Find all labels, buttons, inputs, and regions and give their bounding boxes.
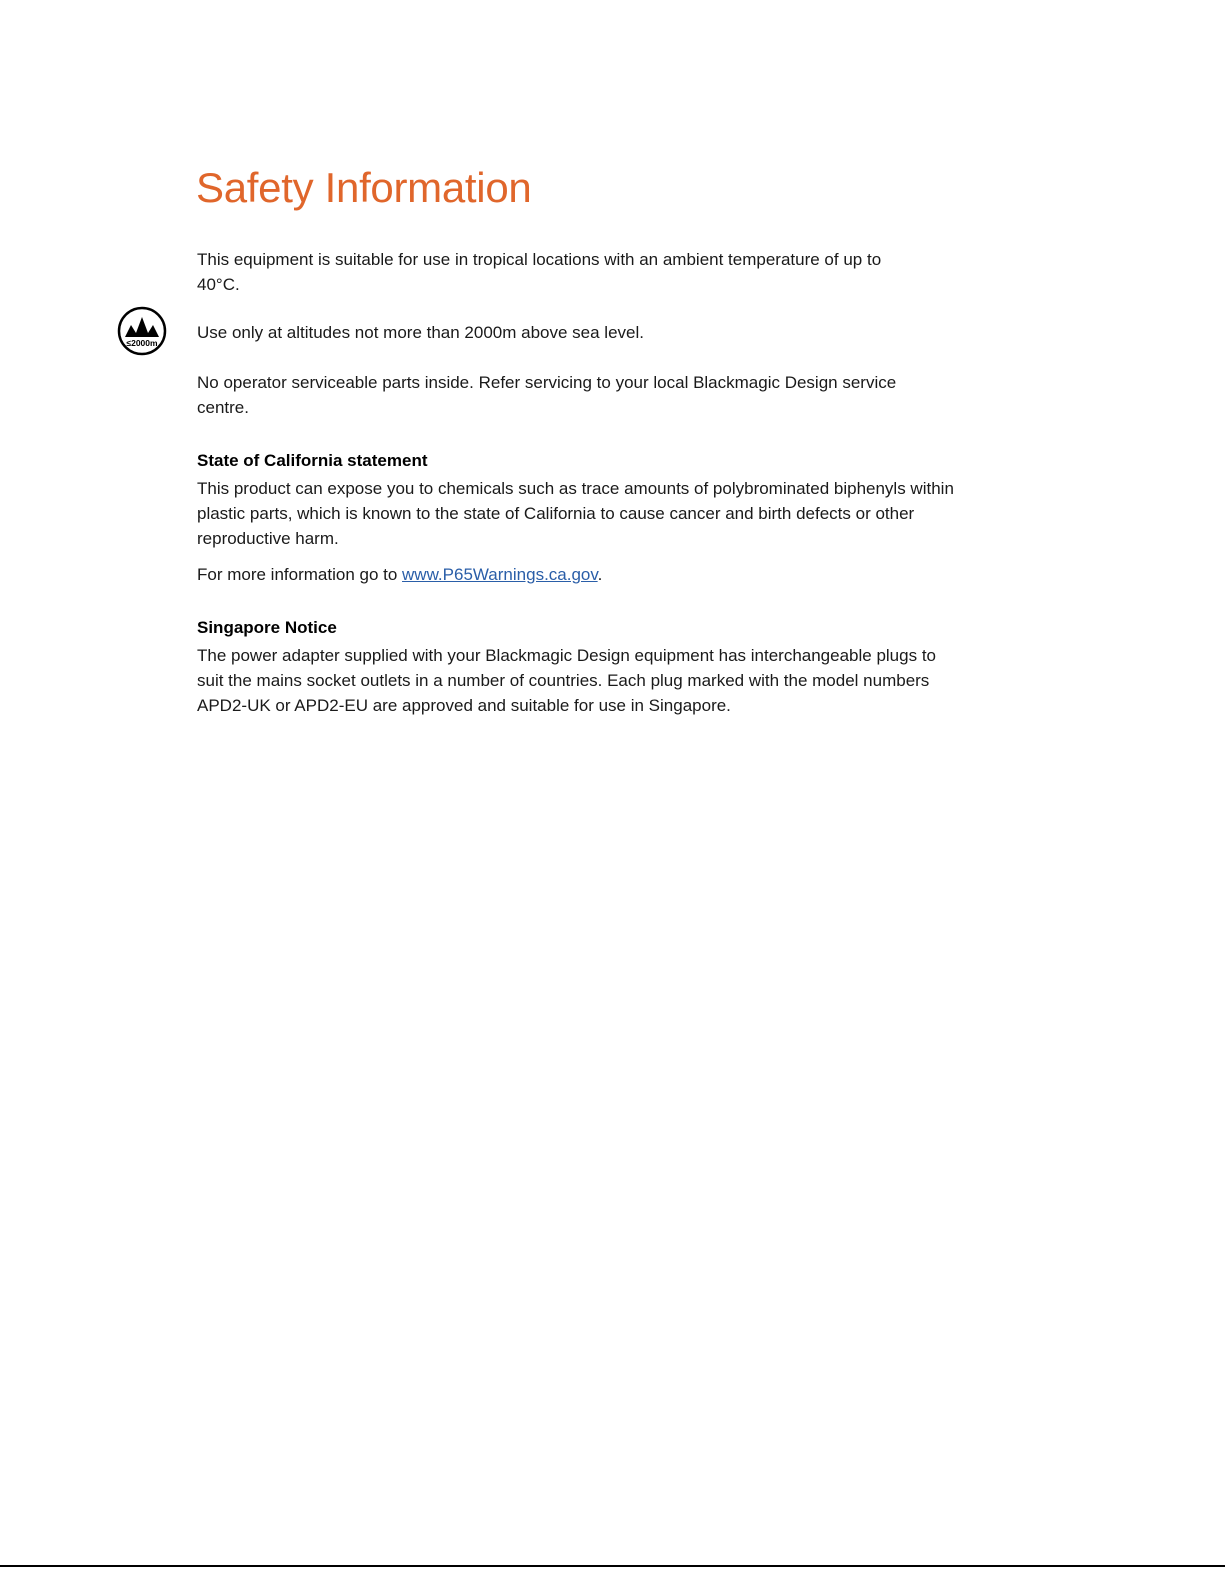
more-info-suffix: . [597, 565, 603, 584]
tropical-paragraph: This equipment is suitable for use in tropical locations with an ambient temperature of up to 40°C. [197, 250, 882, 294]
servicing-paragraph: No operator serviceable parts inside. Refer servicing to your local Blackmagic Design service centre. [197, 373, 897, 417]
singapore-heading: Singapore Notice [197, 618, 337, 637]
altitude-icon-label: ≤2000m [126, 338, 158, 348]
california-heading: State of California statement [197, 451, 428, 470]
singapore-body: The power adapter supplied with your Blackmagic Design equipment has interchangeable plugs to suit the mains socket outlets in a number of countries. Each plug marked with the model numbers APD2-UK or APD2-EU are approved and suitable for use in Singapore. [197, 646, 936, 715]
california-more-info [197, 562, 987, 587]
page-title: Safety Information [196, 164, 532, 211]
more-info-prefix: For more information go to [197, 565, 403, 584]
altitude-limit-icon [117, 306, 167, 356]
california-body: This product can expose you to chemicals such as trace amounts of polybrominated biphenyls within plastic parts, which is known to the state of California to cause cancer and birth defects or other reproductive harm. [197, 479, 954, 548]
p65-warnings-link[interactable]: www.P65Warnings.ca.gov [402, 565, 598, 584]
altitude-paragraph: Use only at altitudes not more than 2000m above sea level. [197, 323, 644, 342]
bottom-divider [0, 1565, 1225, 1567]
